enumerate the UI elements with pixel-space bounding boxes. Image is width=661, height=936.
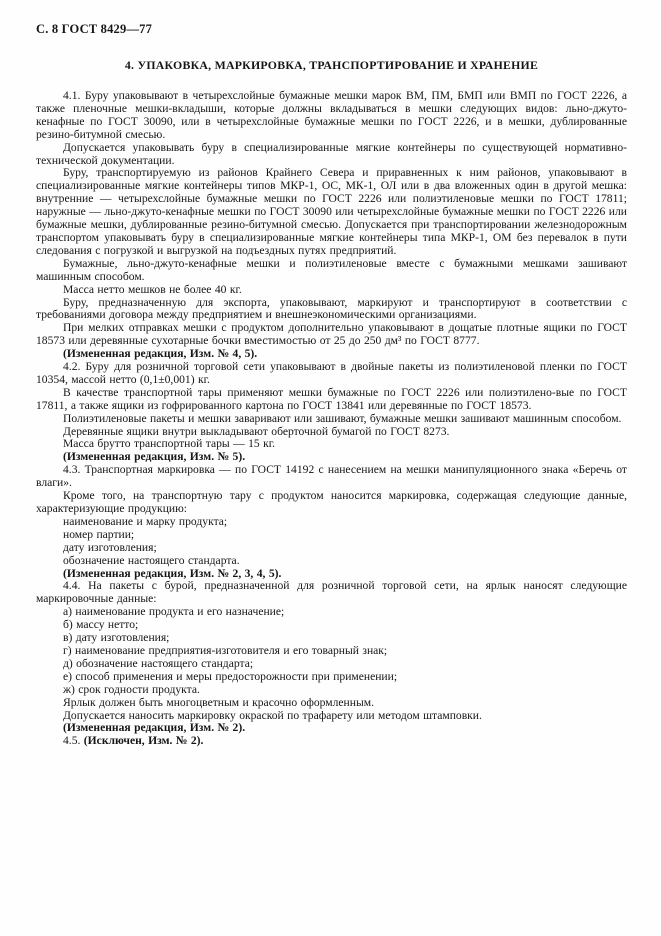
paragraph: Кроме того, на транспортную тару с продуктом наносится маркировка, содержащая следующие данные, характеризующие продукцию:: [36, 489, 627, 515]
paragraph: 4.1. Буру упаковывают в четырехслойные бумажные мешки марок ВМ, ПМ, БМП или ВМП по ГОСТ 2226, а также пленочные мешки-вкладыши, которые должны вкладываться в мешки следующих видов: льно-джуто-кенафные по ГОСТ 30090, или в четырехслойные бумажные мешки по ГОСТ 2226, и в мешки, дублированные резино-битумной смесью.: [36, 89, 627, 141]
section-title: 4. УПАКОВКА, МАРКИРОВКА, ТРАНСПОРТИРОВАНИЕ И ХРАНЕНИЕ: [124, 58, 539, 72]
document-paragraphs: [36, 90, 627, 748]
paragraph: д) обозначение настоящего стандарта;: [63, 656, 254, 670]
paragraph: Буру, предназначенную для экспорта, упаковывают, маркируют и транспортируют в соответствии с требованиями договора между предприятием и внешнеэкономическими организациями.: [36, 295, 627, 322]
paragraph: 4.4. На пакеты с бурой, предназначенной для розничной торговой сети, на ярлык наносят следующие маркировочные данные:: [36, 579, 627, 606]
paragraph: Полиэтиленовые пакеты и мешки заваривают или зашивают, бумажные мешки зашивают машинным способом.: [63, 411, 622, 425]
paragraph-bold-text: (Исключен, Изм. № 2).: [83, 734, 204, 748]
paragraph: наименование и марку продукта;: [63, 514, 228, 528]
paragraph: Масса брутто транспортной тары — 15 кг.: [63, 437, 276, 451]
paragraph: дату изготовления;: [63, 540, 157, 554]
paragraph: ж) срок годности продукта.: [63, 682, 200, 696]
paragraph: (Измененная редакция, Изм. № 2, 3, 4, 5).: [63, 566, 282, 580]
paragraph: (Измененная редакция, Изм. № 5).: [63, 450, 246, 464]
paragraph: [36, 735, 627, 748]
page-header: С. 8 ГОСТ 8429—77: [36, 22, 153, 36]
paragraph: (Измененная редакция, Изм. № 4, 5).: [63, 347, 258, 361]
paragraph: В качестве транспортной тары применяют мешки бумажные по ГОСТ 2226 или полиэтилено-вые по ГОСТ 17811, а также ящики из гофрированного картона по ГОСТ 13841 или деревянные по ГОСТ 18573.: [36, 385, 627, 412]
paragraph: а) наименование продукта и его назначение;: [63, 605, 285, 619]
paragraph: (Измененная редакция, Изм. № 2).: [63, 721, 246, 735]
paragraph: Масса нетто мешков не более 40 кг.: [63, 282, 242, 296]
paragraph: 4.2. Буру для розничной торговой сети упаковывают в двойные пакеты из полиэтиленовой пленки по ГОСТ 10354, массой нетто (0,1±0,001) кг.: [36, 360, 627, 386]
paragraph: Допускается наносить маркировку окраской по трафарету или методом штамповки.: [63, 708, 482, 722]
paragraph: обозначение настоящего стандарта.: [63, 553, 240, 567]
paragraph: При мелких отправках мешки с продуктом дополнительно упаковывают в дощатые плотные ящики по ГОСТ 18573 или деревянные сухотарные бочки вместимостью от 25 до 250 дм³ по ГОСТ 8777.: [36, 321, 627, 348]
paragraph: Деревянные ящики внутри выкладывают оберточной бумагой по ГОСТ 8273.: [63, 424, 450, 438]
paragraph: 4.3. Транспортная маркировка — по ГОСТ 14192 с нанесением на мешки манипуляционного знака «Беречь от влаги».: [36, 463, 627, 490]
paragraph: е) способ применения и меры предосторожности при применении;: [63, 669, 398, 683]
paragraph: б) массу нетто;: [63, 618, 139, 632]
paragraph: номер партии;: [63, 527, 135, 541]
paragraph: Бумажные, льно-джуто-кенафные мешки и полиэтиленовые вместе с бумажными мешками зашивают машинным способом.: [36, 256, 627, 283]
paragraph: Ярлык должен быть многоцветным и красочно оформленным.: [63, 695, 374, 709]
paragraph-prefix: 4.5.: [63, 734, 84, 748]
paragraph: Буру, транспортируемую из районов Крайнего Севера и приравненных к ним районов, упаковывают в специализированные мягкие контейнеры типов МКР-1, ОС, МК-1, ОЛ или в два вложенных один в другой мешка: внутренние — четырехслойные бумажные мешки по ГОСТ 2226 или полиэтиленовые мешки по ГОСТ 17811; наружные — льно-джуто-кенафные мешки по ГОСТ 30090 или четырехслойные бумажные мешки по ГОСТ 2226 или бумажные мешки, дублированные резино-битумной смесью. Допускается при транспортировании железнодорожным транспортом упаковывать буру в специализированные мягкие контейнеры типа МКР-1, ОМ без перевалок в пути следования с погрузкой и выгрузкой на подъездных путях предприятий.: [36, 166, 627, 257]
paragraph: Допускается упаковывать буру в специализированные мягкие контейнеры по существующей нормативно-технической документации.: [36, 140, 627, 167]
paragraph: г) наименование предприятия-изготовителя и его товарный знак;: [63, 643, 388, 657]
paragraph: в) дату изготовления;: [63, 631, 170, 645]
